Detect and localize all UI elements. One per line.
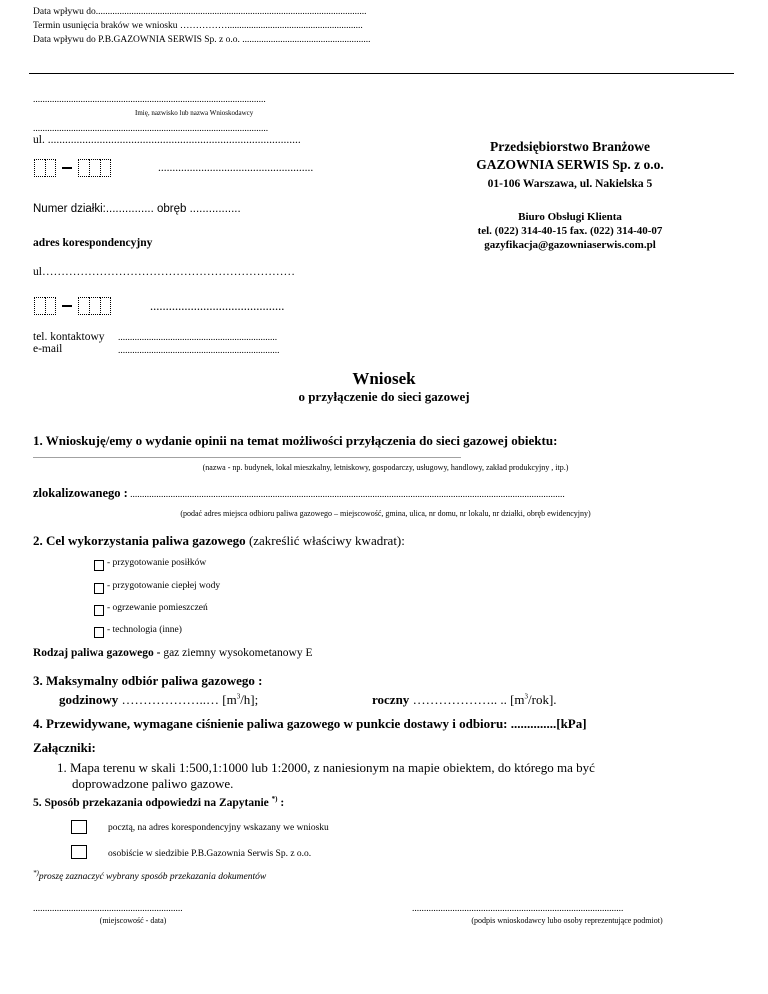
company-email: gazyfikacja@gazowniaserwis.com.pl — [484, 239, 656, 251]
delivery-checkbox-post[interactable] — [71, 820, 87, 834]
signature-dots[interactable]: ......................................................................................... — [412, 904, 624, 914]
postal-code-cell[interactable] — [78, 297, 89, 315]
company-name-line2: GAZOWNIA SERWIS Sp. z o.o. — [476, 157, 664, 172]
phone-label: tel. kontaktowy — [33, 331, 105, 343]
attachment-item1-line2: doprowadzone paliwo gazowe. — [72, 776, 234, 791]
section1-number: 1 — [33, 433, 40, 448]
attachment-item1-line1: 1. Mapa terenu w skali 1:500,1:1000 lub 1:2000, z naniesionym na mapie obiektem, do którego ma być — [57, 760, 595, 775]
section4-pressure: 4. Przewidywane, wymagane ciśnienie paliwa gazowego w punkcie dostawy i odbioru: ..............[kPa] — [33, 716, 587, 731]
section5-star: *) — [271, 795, 278, 803]
plot-number-line[interactable]: Numer działki:............... obręb ................ — [33, 203, 241, 215]
delivery-checkbox-in-person[interactable] — [71, 845, 87, 859]
section5-colon: : — [277, 796, 285, 809]
attachments-heading: Załączniki: — [33, 740, 96, 755]
postal-code-cell[interactable] — [100, 159, 111, 177]
deficiency-deadline-line: Termin usunięcia braków we wniosku ……………......................................................... — [33, 21, 363, 31]
company-receipt-date-line: Data wpływu do P.B.GAZOWNIA SERWIS Sp. z o.o. ...................................................... — [33, 35, 371, 45]
email-dots[interactable]: .................................................................... — [118, 346, 280, 356]
corr-city-dots[interactable]: ........................................... — [150, 299, 285, 313]
section5-heading-text: 5. Sposób przekazania odpowiedzi na Zapytanie — [33, 796, 272, 809]
applicant-name-dots[interactable]: .................................................................................................. — [33, 95, 266, 105]
section1-object-dots[interactable]: ...................................................................................................................................................................................................................... — [33, 451, 461, 460]
section5-heading — [33, 795, 284, 809]
postal-code-cell[interactable] — [89, 297, 100, 315]
document-title: Wniosek — [352, 369, 416, 388]
phone-dots[interactable]: ................................................................... — [118, 333, 278, 343]
postal-code-dash — [62, 305, 72, 307]
email-label: e-mail — [33, 343, 63, 355]
place-date-caption: (miejscowość - data) — [99, 916, 167, 925]
applicant-street[interactable]: ul. ........................................................................................ — [33, 134, 301, 146]
company-name-line1: Przedsiębiorstwo Branżowe — [489, 139, 651, 154]
company-address: 01-106 Warszawa, ul. Nakielska 5 — [487, 178, 653, 190]
fuel-type-value: gaz ziemny wysokometanowy E — [163, 647, 313, 659]
postal-code-cell[interactable] — [34, 159, 45, 177]
purpose-checkbox-hot-water[interactable] — [94, 583, 104, 594]
section1-object-caption: (nazwa - np. budynek, lokal mieszkalny, letniskowy, gospodarczy, usługowy, handlowy, zakład produkcyjny , itp.) — [202, 463, 569, 472]
hourly-dots[interactable]: ………………..… [m — [118, 692, 237, 707]
applicant-name-caption: Imię, nazwisko lub nazwa Wnioskodawcy — [135, 109, 254, 117]
postal-code-cell[interactable] — [78, 159, 89, 177]
document-subtitle: o przyłączenie do sieci gazowej — [298, 389, 470, 404]
place-date-dots[interactable]: ............................................................... — [33, 904, 183, 914]
postal-code-dash — [62, 167, 72, 169]
company-phones: tel. (022) 314-40-15 fax. (022) 314-40-07 — [477, 225, 663, 237]
postal-code-cell[interactable] — [100, 297, 111, 315]
hourly-unit: /h]; — [240, 692, 259, 707]
hourly-line: godzinowy ………………..… $[m^3/h]$; — [59, 692, 259, 707]
city-dots[interactable]: ...................................................... — [158, 162, 314, 174]
section2-heading-note: (zakreślić właściwy kwadrat): — [245, 533, 405, 548]
section2-heading-text: 2. Cel wykorzystania paliwa gazowego — [33, 533, 246, 548]
purpose-checkbox-cooking[interactable] — [94, 560, 104, 571]
header-divider — [29, 73, 734, 74]
corr-postal-code-boxes[interactable] — [34, 297, 111, 315]
located-caption: (podać adres miejsca odbioru paliwa gazowego – miejscowość, gmina, ulica, nr domu, nr lokalu, nr działki, obręb ewidencyjny) — [180, 509, 591, 518]
located-dots[interactable]: ....................................................................................................................................................................................... — [127, 490, 565, 500]
correspondence-address-label: adres korespondencyjny — [33, 237, 153, 249]
fuel-type-line — [33, 647, 312, 659]
applicant-name-dots-2[interactable]: ................................................................................................... — [33, 124, 269, 134]
correspondence-street[interactable]: ul………………………………………………………… — [33, 266, 295, 278]
postal-code-cell[interactable] — [45, 297, 56, 315]
located-label: zlokalizowanego : — [33, 486, 128, 500]
receipt-date-line: Data wpływu do.................................................................................................................. — [33, 7, 367, 17]
located-line — [33, 486, 565, 501]
customer-office: Biuro Obsługi Klienta — [518, 211, 622, 223]
postal-code-boxes[interactable] — [34, 159, 111, 177]
delivery-option-in-person: osobiście w siedzibie P.B.Gazownia Serwis Sp. z o.o. — [108, 849, 312, 859]
yearly-line: roczny ……………….. .. $[m^3/rok]$. — [372, 692, 557, 707]
postal-code-cell[interactable] — [89, 159, 100, 177]
section2-heading — [33, 533, 405, 549]
delivery-option-post: pocztą, na adres korespondencyjny wskazany we wniosku — [108, 823, 329, 833]
section1-heading — [33, 433, 557, 449]
section1-heading-text: . Wnioskuję/emy o wydanie opinii na temat możliwości przyłączenia do sieci gazowej obiektu: — [39, 433, 558, 448]
purpose-option-hot-water: - przygotowanie ciepłej wody — [107, 581, 221, 591]
fuel-type-label: Rodzaj paliwa gazowego - — [33, 647, 164, 659]
postal-code-cell[interactable] — [34, 297, 45, 315]
hourly-label: godzinowy — [59, 692, 119, 707]
footnote — [33, 869, 266, 882]
footnote-star: *) — [33, 869, 39, 877]
purpose-option-cooking: - przygotowanie posiłków — [107, 558, 207, 568]
purpose-checkbox-heating[interactable] — [94, 605, 104, 616]
purpose-option-heating: - ogrzewanie pomieszczeń — [107, 603, 208, 613]
yearly-dots[interactable]: ……………….. .. [m — [409, 692, 525, 707]
yearly-label: roczny — [372, 692, 410, 707]
section3-heading: 3. Maksymalny odbiór paliwa gazowego : — [33, 673, 263, 688]
signature-caption: (podpis wnioskodawcy lubo osoby reprezentujące podmiot) — [471, 916, 663, 925]
purpose-option-technology: - technologia (inne) — [107, 625, 182, 635]
purpose-checkbox-technology[interactable] — [94, 627, 104, 638]
yearly-unit: /rok]. — [528, 692, 557, 707]
postal-code-cell[interactable] — [45, 159, 56, 177]
footnote-text: proszę zaznaczyć wybrany sposób przekazania dokumentów — [38, 872, 267, 883]
